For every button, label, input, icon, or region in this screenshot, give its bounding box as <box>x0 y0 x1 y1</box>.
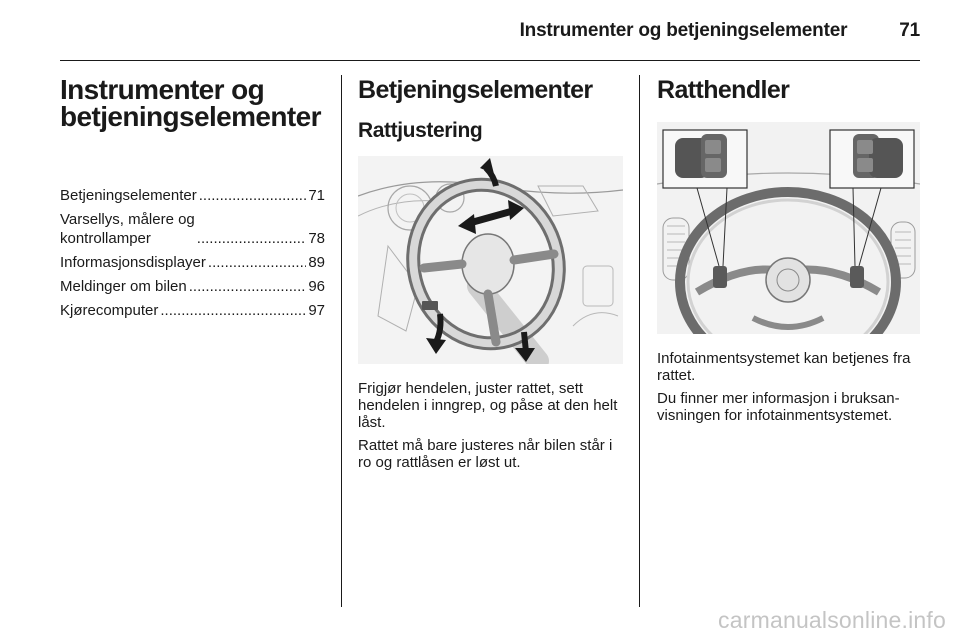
toc-entry-page: 97 <box>308 302 325 319</box>
paragraph: Du finner mer informasjon i bruksanvisningen for infotainmentsystemet. <box>657 390 900 424</box>
toc-entry-title: Informasjonsdisplayer <box>60 254 206 271</box>
toc-entry[interactable] <box>60 277 325 296</box>
paragraph: Rattet må bare justeres når bilen står i ro og rattlåsen er løst ut. <box>358 437 613 471</box>
toc-entry-title: Meldinger om bilen <box>60 278 187 295</box>
toc-leader-dots <box>199 186 307 205</box>
section-title: Ratthendler <box>657 76 790 104</box>
toc-entry[interactable] <box>60 210 325 248</box>
header-rule <box>60 60 920 61</box>
steering-wheel-controls-illustration <box>657 122 920 334</box>
toc-entry[interactable] <box>60 301 325 320</box>
toc-entry[interactable] <box>60 253 325 272</box>
column-divider-2 <box>639 75 640 607</box>
steering-adjust-text <box>358 380 623 471</box>
toc-entry-title: Varsellys, målere og kontrollamper <box>60 211 195 247</box>
toc-entry[interactable] <box>60 186 325 205</box>
wheel-controls-text <box>657 350 920 424</box>
page-number: 71 <box>899 20 920 41</box>
toc-leader-dots <box>189 277 307 296</box>
toc-entry-page: 71 <box>308 187 325 204</box>
toc-leader-dots <box>197 229 307 248</box>
chapter-title: Instrumenter og betjeningselementer <box>60 74 321 132</box>
section-title: Betjeningselementer <box>358 76 593 104</box>
steering-wheel-adjust-illustration <box>358 156 623 364</box>
column-divider-1 <box>341 75 342 607</box>
table-of-contents <box>60 186 325 320</box>
paragraph: Infotainmentsystemet kan betjenes fra rattet. <box>657 350 911 384</box>
running-header <box>40 20 920 44</box>
toc-entry-title: Betjeningselementer <box>60 187 197 204</box>
running-header-title: Instrumenter og betjeningselementer <box>519 20 848 41</box>
toc-leader-dots <box>160 301 306 320</box>
toc-entry-page: 89 <box>308 254 325 271</box>
toc-leader-dots <box>208 253 306 272</box>
subsection-title: Rattjustering <box>358 119 483 142</box>
watermark: carmanualsonline.info <box>718 607 946 633</box>
steering-adjust-column <box>358 76 623 477</box>
toc-entry-page: 96 <box>308 278 325 295</box>
toc-entry-page: 78 <box>308 230 325 247</box>
chapter-column <box>60 76 325 325</box>
wheel-controls-column <box>657 76 920 430</box>
toc-entry-title: Kjørecomputer <box>60 302 159 319</box>
paragraph: Frigjør hendelen, juster rattet, sett hendelen i inngrep, og påse at den helt låst. <box>358 380 618 431</box>
